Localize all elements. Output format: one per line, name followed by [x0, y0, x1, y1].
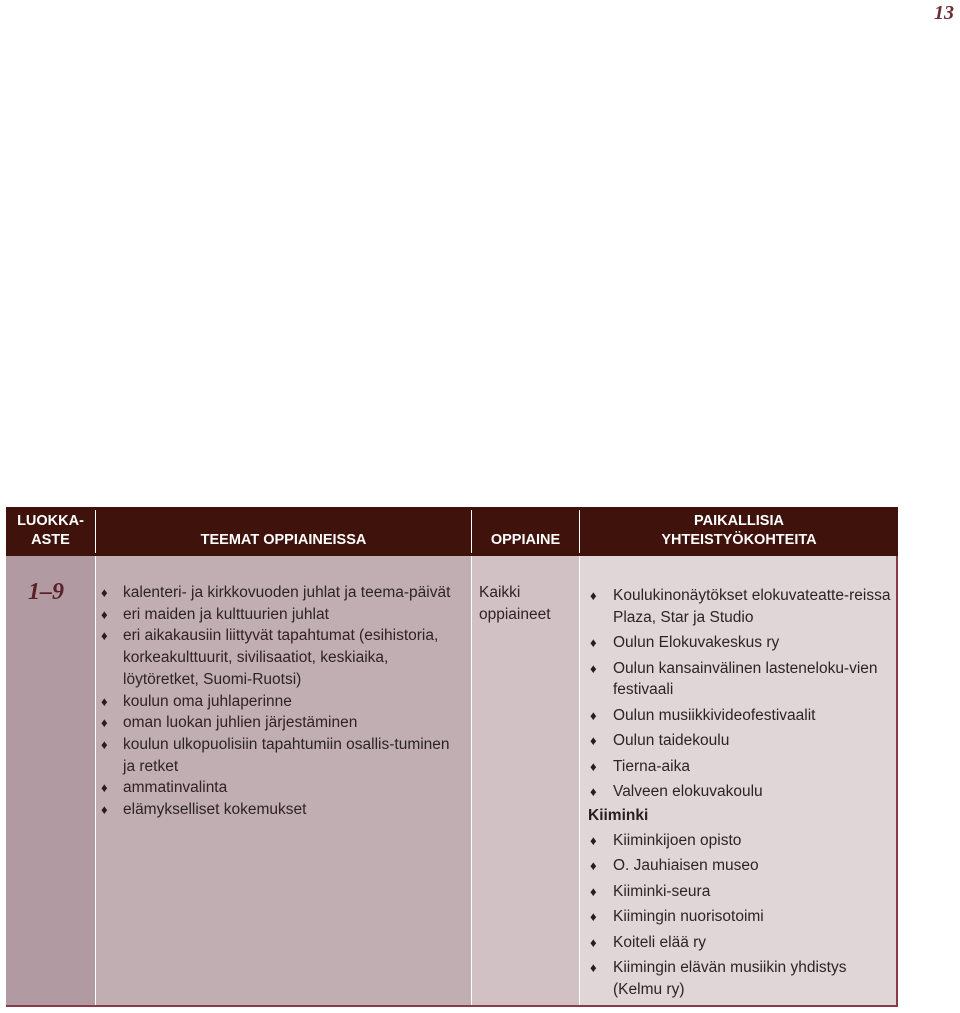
header-grade	[6, 507, 95, 556]
header-themes	[96, 507, 471, 556]
table-right-border	[896, 556, 898, 1007]
partner-item: ♦ Oulun taidekoulu	[588, 730, 893, 752]
partner-item: ♦ Koulukinonäytökset elokuvateatte-reissa Plaza, Star ja Studio	[588, 585, 893, 628]
theme-item: ♦ ammatinvalinta	[97, 777, 463, 799]
theme-item: ♦ oman luokan juhlien järjestäminen	[97, 712, 463, 734]
partners-content	[588, 585, 893, 1004]
partners-list	[588, 585, 893, 803]
partner-item: ♦ Oulun Elokuvakeskus ry	[588, 632, 893, 654]
table-header	[6, 507, 898, 556]
partner-item: ♦ Koiteli elää ry	[588, 932, 893, 954]
grade-label: 1–9	[28, 579, 64, 605]
partner-item: ♦ Kiiminkijoen opisto	[588, 830, 893, 852]
partner-item: ♦ Kiimingin elävän musiikin yhdistys (Kelmu ry)	[588, 957, 893, 1000]
theme-item: ♦ eri aikakausiin liittyvät tapahtumat (esihistoria, korkeakulttuurit, sivilisaatiot, keskiaika, löytöretket, Suomi-Ruotsi)	[97, 625, 463, 690]
partner-item: ♦ Valveen elokuvakoulu	[588, 781, 893, 803]
header-grade-line1: LUOKKA-	[17, 513, 84, 529]
theme-item: ♦ elämykselliset kokemukset	[97, 799, 463, 821]
subject-text: Kaikki oppiaineet	[479, 584, 551, 623]
kiiminki-list	[588, 830, 893, 1001]
activities-table	[6, 507, 898, 1007]
header-partners-line2: YHTEISTYÖKOHTEITA	[661, 532, 817, 548]
partners-subheading: Kiiminki	[588, 806, 649, 824]
grade-cell	[6, 556, 95, 1007]
table-bottom-border	[6, 1005, 898, 1007]
theme-item: ♦ koulun oma juhlaperinne	[97, 691, 463, 713]
themes-list	[97, 582, 463, 821]
partner-item: ♦ O. Jauhiaisen museo	[588, 855, 893, 877]
themes-cell	[96, 556, 471, 1007]
theme-item: ♦ kalenteri- ja kirkkovuoden juhlat ja teema-päivät	[97, 582, 463, 604]
header-subject-label: OPPIAINE	[490, 532, 561, 548]
theme-item: ♦ koulun ulkopuolisiin tapahtumiin osallis-tuminen ja retket	[97, 734, 463, 777]
header-grade-line2: ASTE	[31, 532, 70, 548]
header-subject	[472, 507, 579, 556]
header-partners-line1: PAIKALLISIA	[694, 513, 784, 529]
header-themes-label: TEEMAT OPPIAINEISSA	[200, 532, 367, 548]
partner-item: ♦ Kiiminki-seura	[588, 881, 893, 903]
partner-item: ♦ Oulun musiikkivideofestivaalit	[588, 705, 893, 727]
partner-item: ♦ Tierna-aika	[588, 756, 893, 778]
subject-cell	[472, 556, 579, 1007]
partner-item: ♦ Kiimingin nuorisotoimi	[588, 906, 893, 928]
partner-item: ♦ Oulun kansainvälinen lasteneloku-vien festivaali	[588, 658, 893, 701]
partners-cell	[580, 556, 898, 1007]
theme-item: ♦ eri maiden ja kulttuurien juhlat	[97, 604, 463, 626]
page-number: 13	[934, 2, 954, 24]
header-partners	[580, 507, 898, 556]
